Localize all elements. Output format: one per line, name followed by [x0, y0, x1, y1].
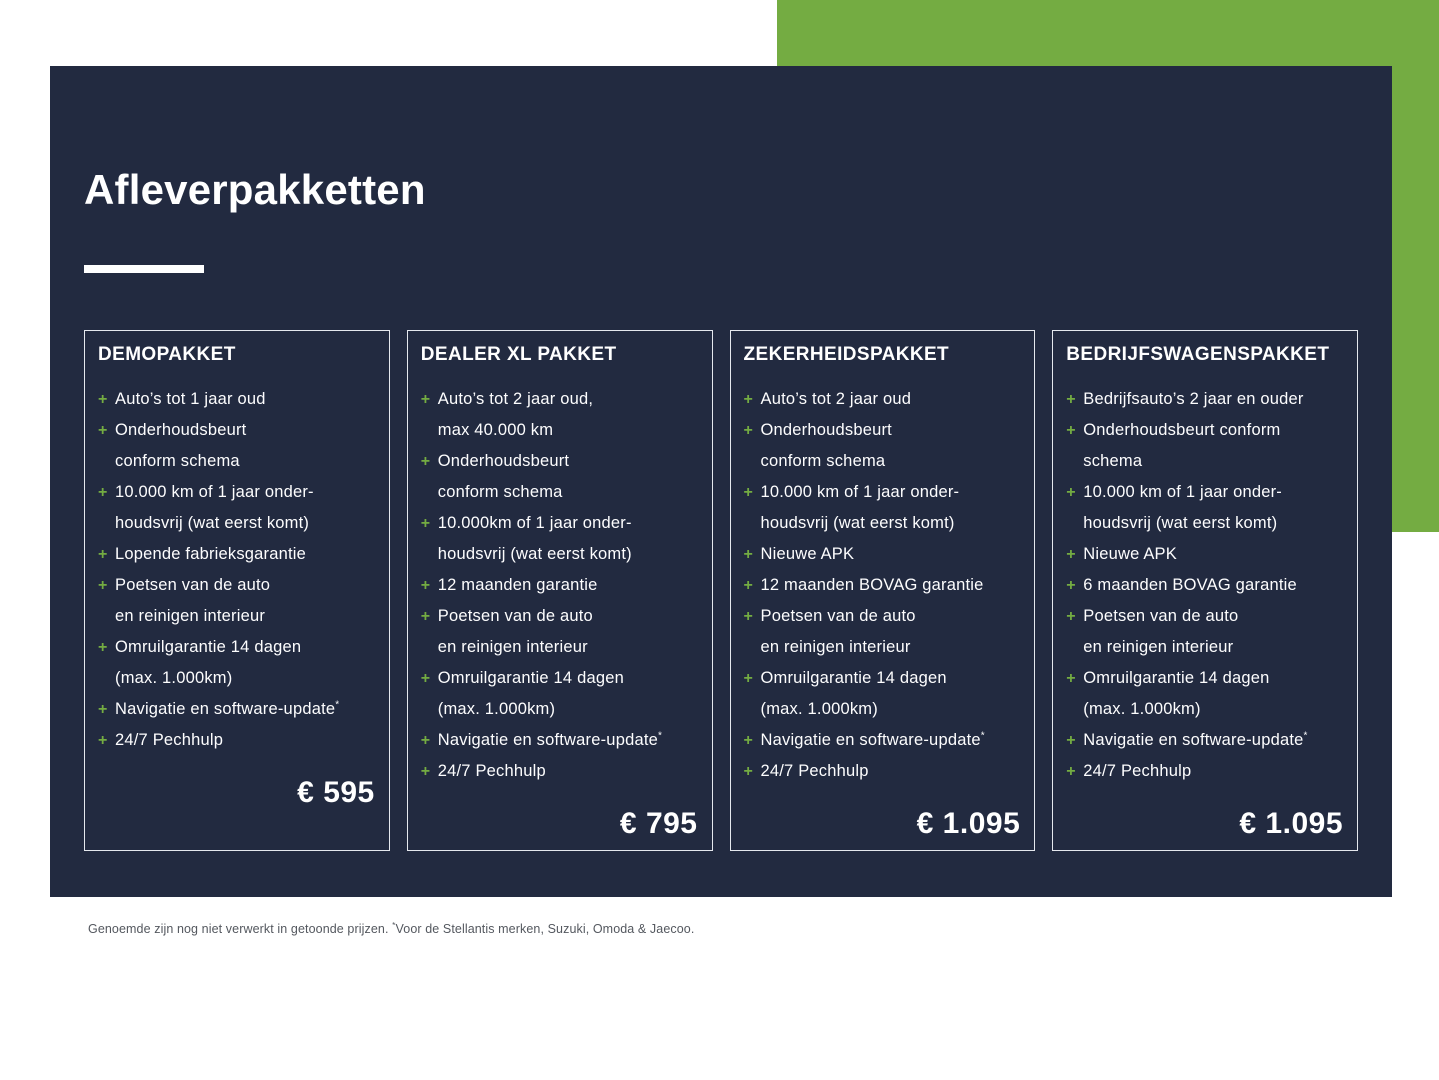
asterisk-superscript: *	[980, 730, 985, 742]
feature-line: Auto’s tot 2 jaar oud,	[437, 390, 594, 408]
feature-line: Onderhoudsbeurt	[760, 421, 892, 439]
feature-item	[1066, 415, 1343, 477]
main-panel	[50, 66, 1392, 897]
feature-item	[1066, 601, 1343, 663]
package-title: BEDRIJFSWAGENSPAKKET	[1066, 344, 1330, 365]
feature-item	[421, 570, 698, 601]
plus-icon: +	[420, 608, 431, 625]
feature-line: 12 maanden BOVAG garantie	[760, 576, 984, 594]
feature-item	[98, 725, 375, 756]
feature-line: conform schema	[115, 452, 240, 470]
plus-icon: +	[1066, 422, 1076, 439]
package-price: € 795	[619, 807, 698, 840]
plus-icon: +	[420, 763, 431, 780]
feature-item	[1066, 539, 1343, 570]
feature-line	[115, 694, 375, 725]
plus-icon: +	[420, 391, 431, 408]
feature-item	[98, 415, 375, 477]
plus-icon: +	[98, 391, 108, 408]
plus-icon: +	[743, 484, 753, 501]
feature-item	[744, 477, 1021, 539]
plus-icon: +	[98, 701, 108, 718]
feature-line: Auto’s tot 2 jaar oud	[760, 390, 912, 408]
feature-line: (max. 1.000km)	[760, 700, 878, 718]
feature-line: 12 maanden garantie	[437, 576, 598, 594]
plus-icon: +	[98, 639, 108, 656]
feature-list	[421, 384, 698, 787]
feature-list	[1066, 384, 1343, 787]
feature-line: Lopende fabrieksgarantie	[115, 545, 307, 563]
package-price: € 1.095	[1239, 807, 1343, 840]
asterisk-superscript: *	[657, 730, 663, 742]
feature-item	[421, 725, 698, 756]
page-title: Afleverpakketten	[84, 166, 426, 213]
footnote-text: Genoemde zijn nog niet verwerkt in getoonde prijzen.	[88, 922, 393, 936]
feature-item	[744, 601, 1021, 663]
feature-line: Omruilgarantie 14 dagen	[1083, 669, 1270, 687]
feature-item	[744, 539, 1021, 570]
footnote	[88, 919, 695, 936]
plus-icon: +	[1066, 577, 1076, 594]
feature-line: 10.000km of 1 jaar onder-	[437, 514, 632, 532]
feature-item	[1066, 570, 1343, 601]
plus-icon: +	[1066, 763, 1076, 780]
plus-icon: +	[743, 732, 753, 749]
package-cards	[84, 330, 1358, 851]
feature-item	[1066, 725, 1343, 756]
plus-icon: +	[1066, 391, 1076, 408]
title-underline	[84, 265, 204, 273]
package-card	[84, 330, 390, 851]
feature-line	[1083, 725, 1343, 756]
plus-icon: +	[1066, 484, 1076, 501]
plus-icon: +	[98, 422, 108, 439]
feature-line	[761, 725, 1021, 756]
plus-icon: +	[98, 732, 108, 749]
feature-line: 24/7 Pechhulp	[1083, 762, 1192, 780]
plus-icon: +	[743, 422, 753, 439]
feature-line-text: Navigatie en software-update	[437, 731, 658, 749]
feature-line-text: Navigatie en software-update	[1083, 731, 1304, 749]
package-card	[407, 330, 713, 851]
feature-line: Onderhoudsbeurt conform	[1083, 421, 1281, 439]
package-title: DEALER XL PAKKET	[420, 344, 617, 365]
feature-line: conform schema	[437, 483, 563, 501]
plus-icon: +	[420, 515, 431, 532]
feature-line: Omruilgarantie 14 dagen	[437, 669, 624, 687]
feature-line: houdsvrij (wat eerst komt)	[760, 514, 955, 532]
feature-line: 24/7 Pechhulp	[437, 762, 546, 780]
feature-line: houdsvrij (wat eerst komt)	[115, 514, 310, 532]
feature-line: 24/7 Pechhulp	[115, 731, 224, 749]
plus-icon: +	[420, 670, 431, 687]
feature-item	[744, 725, 1021, 756]
feature-line-text: Navigatie en software-update	[115, 700, 336, 718]
plus-icon: +	[743, 763, 753, 780]
feature-line: schema	[1083, 452, 1143, 470]
feature-item	[1066, 756, 1343, 787]
feature-line: Poetsen van de auto	[437, 607, 593, 625]
feature-line: en reinigen interieur	[437, 638, 588, 656]
feature-item	[1066, 663, 1343, 725]
feature-line: en reinigen interieur	[760, 638, 911, 656]
feature-item	[98, 539, 375, 570]
footnote-text-continued: Voor de Stellantis merken, Suzuki, Omoda & Jaecoo.	[395, 922, 695, 936]
package-price: € 1.095	[916, 807, 1021, 840]
feature-item	[421, 446, 698, 508]
plus-icon: +	[743, 608, 753, 625]
plus-icon: +	[1066, 670, 1076, 687]
feature-item	[744, 570, 1021, 601]
plus-icon: +	[1066, 732, 1076, 749]
package-title: DEMOPAKKET	[98, 344, 236, 365]
plus-icon: +	[743, 391, 753, 408]
feature-line: 24/7 Pechhulp	[760, 762, 869, 780]
feature-line: 10.000 km of 1 jaar onder-	[760, 483, 960, 501]
feature-line: Nieuwe APK	[1083, 545, 1177, 563]
feature-item	[98, 694, 375, 725]
footnote-asterisk: *	[392, 919, 396, 930]
feature-line: houdsvrij (wat eerst komt)	[1083, 514, 1278, 532]
feature-line: Omruilgarantie 14 dagen	[760, 669, 947, 687]
plus-icon: +	[420, 577, 431, 594]
feature-item	[98, 570, 375, 632]
feature-item	[421, 601, 698, 663]
plus-icon: +	[743, 670, 753, 687]
feature-line: en reinigen interieur	[115, 607, 266, 625]
feature-item	[744, 384, 1021, 415]
plus-icon: +	[98, 577, 108, 594]
feature-line: 10.000 km of 1 jaar onder-	[115, 483, 314, 501]
plus-icon: +	[1066, 608, 1076, 625]
feature-line	[438, 725, 698, 756]
feature-item	[98, 477, 375, 539]
plus-icon: +	[420, 453, 431, 470]
feature-line: conform schema	[760, 452, 886, 470]
plus-icon: +	[743, 546, 753, 563]
feature-list	[98, 384, 375, 756]
feature-line: (max. 1.000km)	[437, 700, 556, 718]
feature-line: houdsvrij (wat eerst komt)	[437, 545, 632, 563]
package-price: € 595	[297, 776, 375, 809]
package-card	[730, 330, 1036, 851]
feature-line: Onderhoudsbeurt	[437, 452, 570, 470]
feature-line: max 40.000 km	[437, 421, 554, 439]
feature-item	[98, 384, 375, 415]
package-title: ZEKERHEIDSPAKKET	[743, 344, 950, 365]
feature-item	[421, 508, 698, 570]
feature-item	[421, 384, 698, 446]
feature-line: (max. 1.000km)	[1083, 700, 1201, 718]
plus-icon: +	[1066, 546, 1076, 563]
feature-item	[1066, 384, 1343, 415]
feature-line: Bedrijfsauto’s 2 jaar en ouder	[1083, 390, 1304, 408]
plus-icon: +	[743, 577, 753, 594]
feature-line-text: Navigatie en software-update	[760, 731, 981, 749]
feature-list	[744, 384, 1021, 787]
plus-icon: +	[98, 546, 108, 563]
feature-line: Onderhoudsbeurt	[115, 421, 247, 439]
feature-line: 6 maanden BOVAG garantie	[1083, 576, 1297, 594]
package-card	[1052, 330, 1358, 851]
feature-item	[744, 756, 1021, 787]
feature-item	[744, 415, 1021, 477]
feature-line: Poetsen van de auto	[1083, 607, 1239, 625]
feature-item	[421, 663, 698, 725]
feature-line: (max. 1.000km)	[115, 669, 233, 687]
feature-line: Poetsen van de auto	[115, 576, 271, 594]
feature-line: Poetsen van de auto	[760, 607, 916, 625]
feature-item	[1066, 477, 1343, 539]
feature-item	[421, 756, 698, 787]
feature-line: Omruilgarantie 14 dagen	[115, 638, 302, 656]
asterisk-superscript: *	[1303, 730, 1308, 742]
plus-icon: +	[420, 732, 431, 749]
feature-line: 10.000 km of 1 jaar onder-	[1083, 483, 1282, 501]
feature-line: Auto’s tot 1 jaar oud	[115, 390, 266, 408]
asterisk-superscript: *	[335, 699, 340, 711]
feature-item	[98, 632, 375, 694]
feature-line: en reinigen interieur	[1083, 638, 1234, 656]
plus-icon: +	[98, 484, 108, 501]
feature-line: Nieuwe APK	[760, 545, 855, 563]
feature-item	[744, 663, 1021, 725]
